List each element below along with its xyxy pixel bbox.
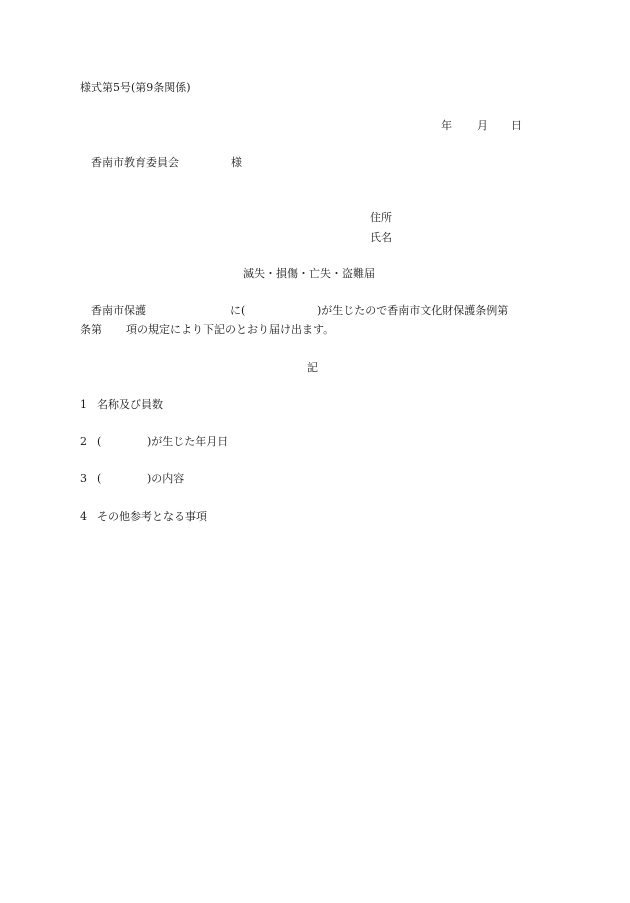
date-month-label: 月 xyxy=(477,119,488,132)
item-open-paren: ( xyxy=(97,472,102,485)
item-number: 4 xyxy=(80,510,87,523)
body-line1-start: 香南市保護 xyxy=(91,304,146,317)
form-label: 様式第5号(第9条関係) xyxy=(80,81,191,94)
recipient-honorific: 様 xyxy=(231,156,242,169)
item-text: 名称及び員数 xyxy=(97,398,163,411)
date-day-label: 日 xyxy=(511,119,522,132)
ki-heading: 記 xyxy=(307,361,318,374)
address-label: 住所 xyxy=(370,211,392,224)
item-text: )の内容 xyxy=(147,472,185,485)
item-text: その他参考となる事項 xyxy=(97,510,207,523)
item-number: 1 xyxy=(80,398,87,411)
item-number: 2 xyxy=(80,435,87,448)
name-label: 氏名 xyxy=(370,231,392,244)
body-line2-start: 条第 xyxy=(80,323,102,336)
body-line1-end: )が生じたので香南市文化財保護条例第 xyxy=(317,304,509,317)
item-number: 3 xyxy=(80,472,87,485)
document-title: 滅失・損傷・亡失・盗難届 xyxy=(243,267,375,280)
item-text: )が生じた年月日 xyxy=(147,435,229,448)
body-line2-end: 項の規定により下記のとおり届け出ます。 xyxy=(126,323,335,336)
date-year-label: 年 xyxy=(441,119,452,132)
body-line1-middle: に( xyxy=(230,304,246,317)
item-open-paren: ( xyxy=(97,435,102,448)
recipient-name: 香南市教育委員会 xyxy=(91,156,179,169)
